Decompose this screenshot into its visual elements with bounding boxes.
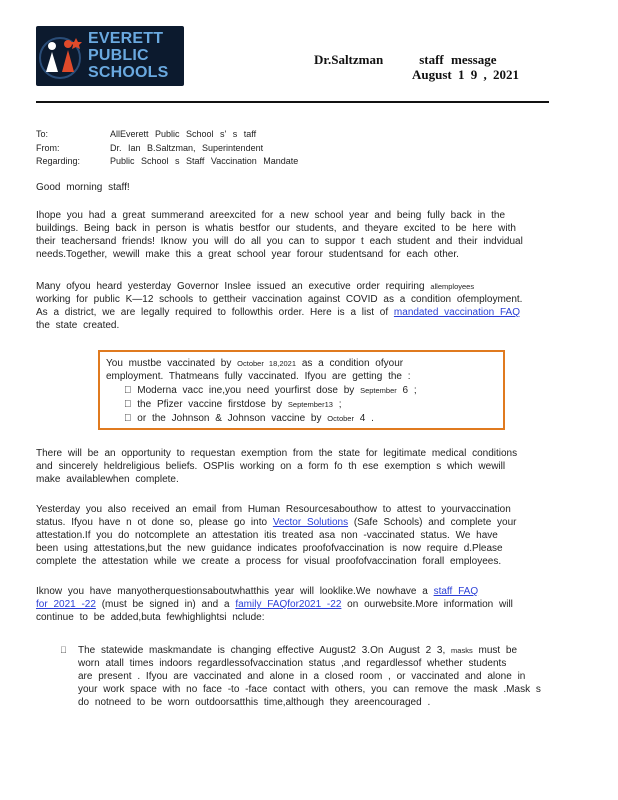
bullet-icon [124, 413, 132, 424]
p5-line [36, 599, 513, 611]
p4-line: complete the attestation while we create a process for visual proofofvaccination forall employees. [36, 556, 502, 567]
bullet-icon [60, 645, 67, 655]
p4-line2-b: (Safe Schools) and complete your [353, 517, 517, 528]
box-bullet-moderna [124, 385, 417, 397]
p6-line: are present . Ifyou are vaccinated and alone in a closed room , or vaccinated and alone in [78, 671, 526, 682]
bullet-date: October [314, 414, 341, 423]
box-line [106, 358, 403, 370]
p4-line: Yesterday you also received an email from Human Resourcesabouthow to attest to yourvaccination [36, 504, 511, 515]
p1-line: Ihope you had a great summerand areexcited for a new school year and being fully back in the [36, 210, 506, 221]
greeting: Good morning staff! [36, 182, 130, 193]
logo-line-3: SCHOOLS [88, 64, 169, 81]
bullet-icon [124, 399, 132, 410]
box-line1-c: as a condition ofyour [301, 358, 404, 369]
header-rule [36, 101, 549, 103]
p1-line: buildings. Being back in person is whatis bestfor our students, and theyare excited to be here with [36, 223, 516, 234]
p6-line: your work space with no face -to -face contact with others, you can remove the mask .Mask s [78, 684, 541, 695]
p4-line [36, 517, 517, 529]
p6-line1-c: must be [478, 645, 518, 656]
staff-faq-link[interactable]: staff FAQ [433, 586, 479, 597]
p2-line: working for public K—12 schools to gettheir vaccination against COVID as a condition ofemployment. [36, 294, 523, 305]
mandated-vaccination-faq-link[interactable]: mandated vaccination FAQ [393, 307, 520, 318]
memo-from-label: From: [36, 143, 60, 153]
bullet-date: September [346, 386, 384, 395]
bullet-tail: 6 ; [389, 385, 404, 396]
box-bullet-pfizer [124, 399, 342, 411]
p5-line: continue to be added,buta fewhighlightsi nclude: [36, 612, 265, 623]
p2-line: the state created. [36, 320, 120, 331]
p2-line1-text: Many ofyou heard yesterday Governor Inslee issued an executive order requiring [36, 281, 425, 292]
header-name: Dr.Saltzman [314, 52, 384, 67]
p3-line: make availablewhen complete. [36, 474, 179, 485]
p6-line [78, 645, 517, 657]
p1-line: needs.Together, wewill make this a great school year forour studentsand for each other. [36, 249, 459, 260]
header-date: August 1 9 , 2021 [412, 67, 519, 82]
box-deadline-date: October 18,2021 [237, 359, 297, 368]
p6-line1-emph: masks [451, 646, 473, 655]
p6-line: worn atall times indoors regardlessofvaccination status ,and regardlessof whether students [78, 658, 507, 669]
header-title [314, 52, 497, 68]
p4-line: been using attestations,but the new guidance indicates proofofvaccination is now require d.Please [36, 543, 503, 554]
box-line1-a: You mustbe vaccinated by [106, 358, 232, 369]
logo-line-1: EVERETT [88, 30, 164, 47]
bullet-icon [124, 385, 132, 396]
p5-line1-a: Iknow you have manyotherquestionsaboutwhatthis year will looklike.We nowhave a [36, 586, 428, 597]
p2-line [36, 307, 520, 319]
memo-to-label: To: [36, 129, 49, 139]
bullet-tail: ; [325, 399, 329, 410]
p6-line1-a: The statewide maskmandate is changing effective August2 3.On August 2 3, [78, 645, 446, 656]
bullet-text: the Pfizer vaccine firstdose by [124, 399, 269, 410]
p6-line: do notneed to be worn outdoorsatthis time,although they areencouraged . [78, 697, 431, 708]
p3-line: and sincerely heldreligious beliefs. OSPIis working on a form fo th ese exemption s which wewill [36, 461, 506, 472]
p2-line3-text: As a district, we are legally required to followthis order. Here is a list of [36, 307, 389, 318]
p1-line: their teachersand friends! Iknow you will do all you can to suppor t each student and their indvidual [36, 236, 523, 247]
memo-regarding-value: Public School s Staff Vaccination Mandate [110, 156, 299, 166]
bullet-date: September13 [274, 400, 320, 409]
box-bullet-jj [124, 413, 374, 425]
memo-from-value: Dr. Ian B.Saltzman, Superintendent [110, 143, 264, 153]
bullet-tail: 4 . [346, 413, 361, 424]
bullet-text: or the Johnson & Johnson vaccine by [124, 413, 309, 424]
p4-line: attestation.If you do notcomplete an attestation itis treated asa non -vaccinated status. We have [36, 530, 498, 541]
vector-solutions-link[interactable]: Vector Solutions [272, 517, 349, 528]
box-line: employment. Thatmeans fully vaccinated. Ifyou are getting the : [106, 371, 411, 382]
memo-regarding-label: Regarding: [36, 156, 81, 166]
header-label: staff message [419, 52, 497, 67]
p3-line: There will be an opportunity to requestan exemption from the state for legitimate medical conditions [36, 448, 518, 459]
district-logo [36, 26, 184, 86]
family-faq-link[interactable]: family FAQfor2021 -22 [235, 599, 342, 610]
memo-to-value: AllEverett Public School s' s taff [110, 129, 257, 139]
p4-line2-a: status. Ifyou have n ot done so, please go into [36, 517, 268, 528]
logo-line-2: PUBLIC [88, 47, 149, 64]
vaccination-deadline-box [98, 350, 505, 430]
staff-faq-link-cont[interactable]: for 2021 -22 [36, 599, 96, 610]
p5-line2-a: (must be signed in) and a [101, 599, 230, 610]
p2-line1-emph: allemployees [430, 282, 475, 291]
p2-line [36, 281, 474, 293]
p5-line2-b: on ourwebsite.More information will [347, 599, 513, 610]
p5-line [36, 586, 478, 598]
bullet-text: Moderna vacc ine,you need yourfirst dose by [124, 385, 341, 396]
